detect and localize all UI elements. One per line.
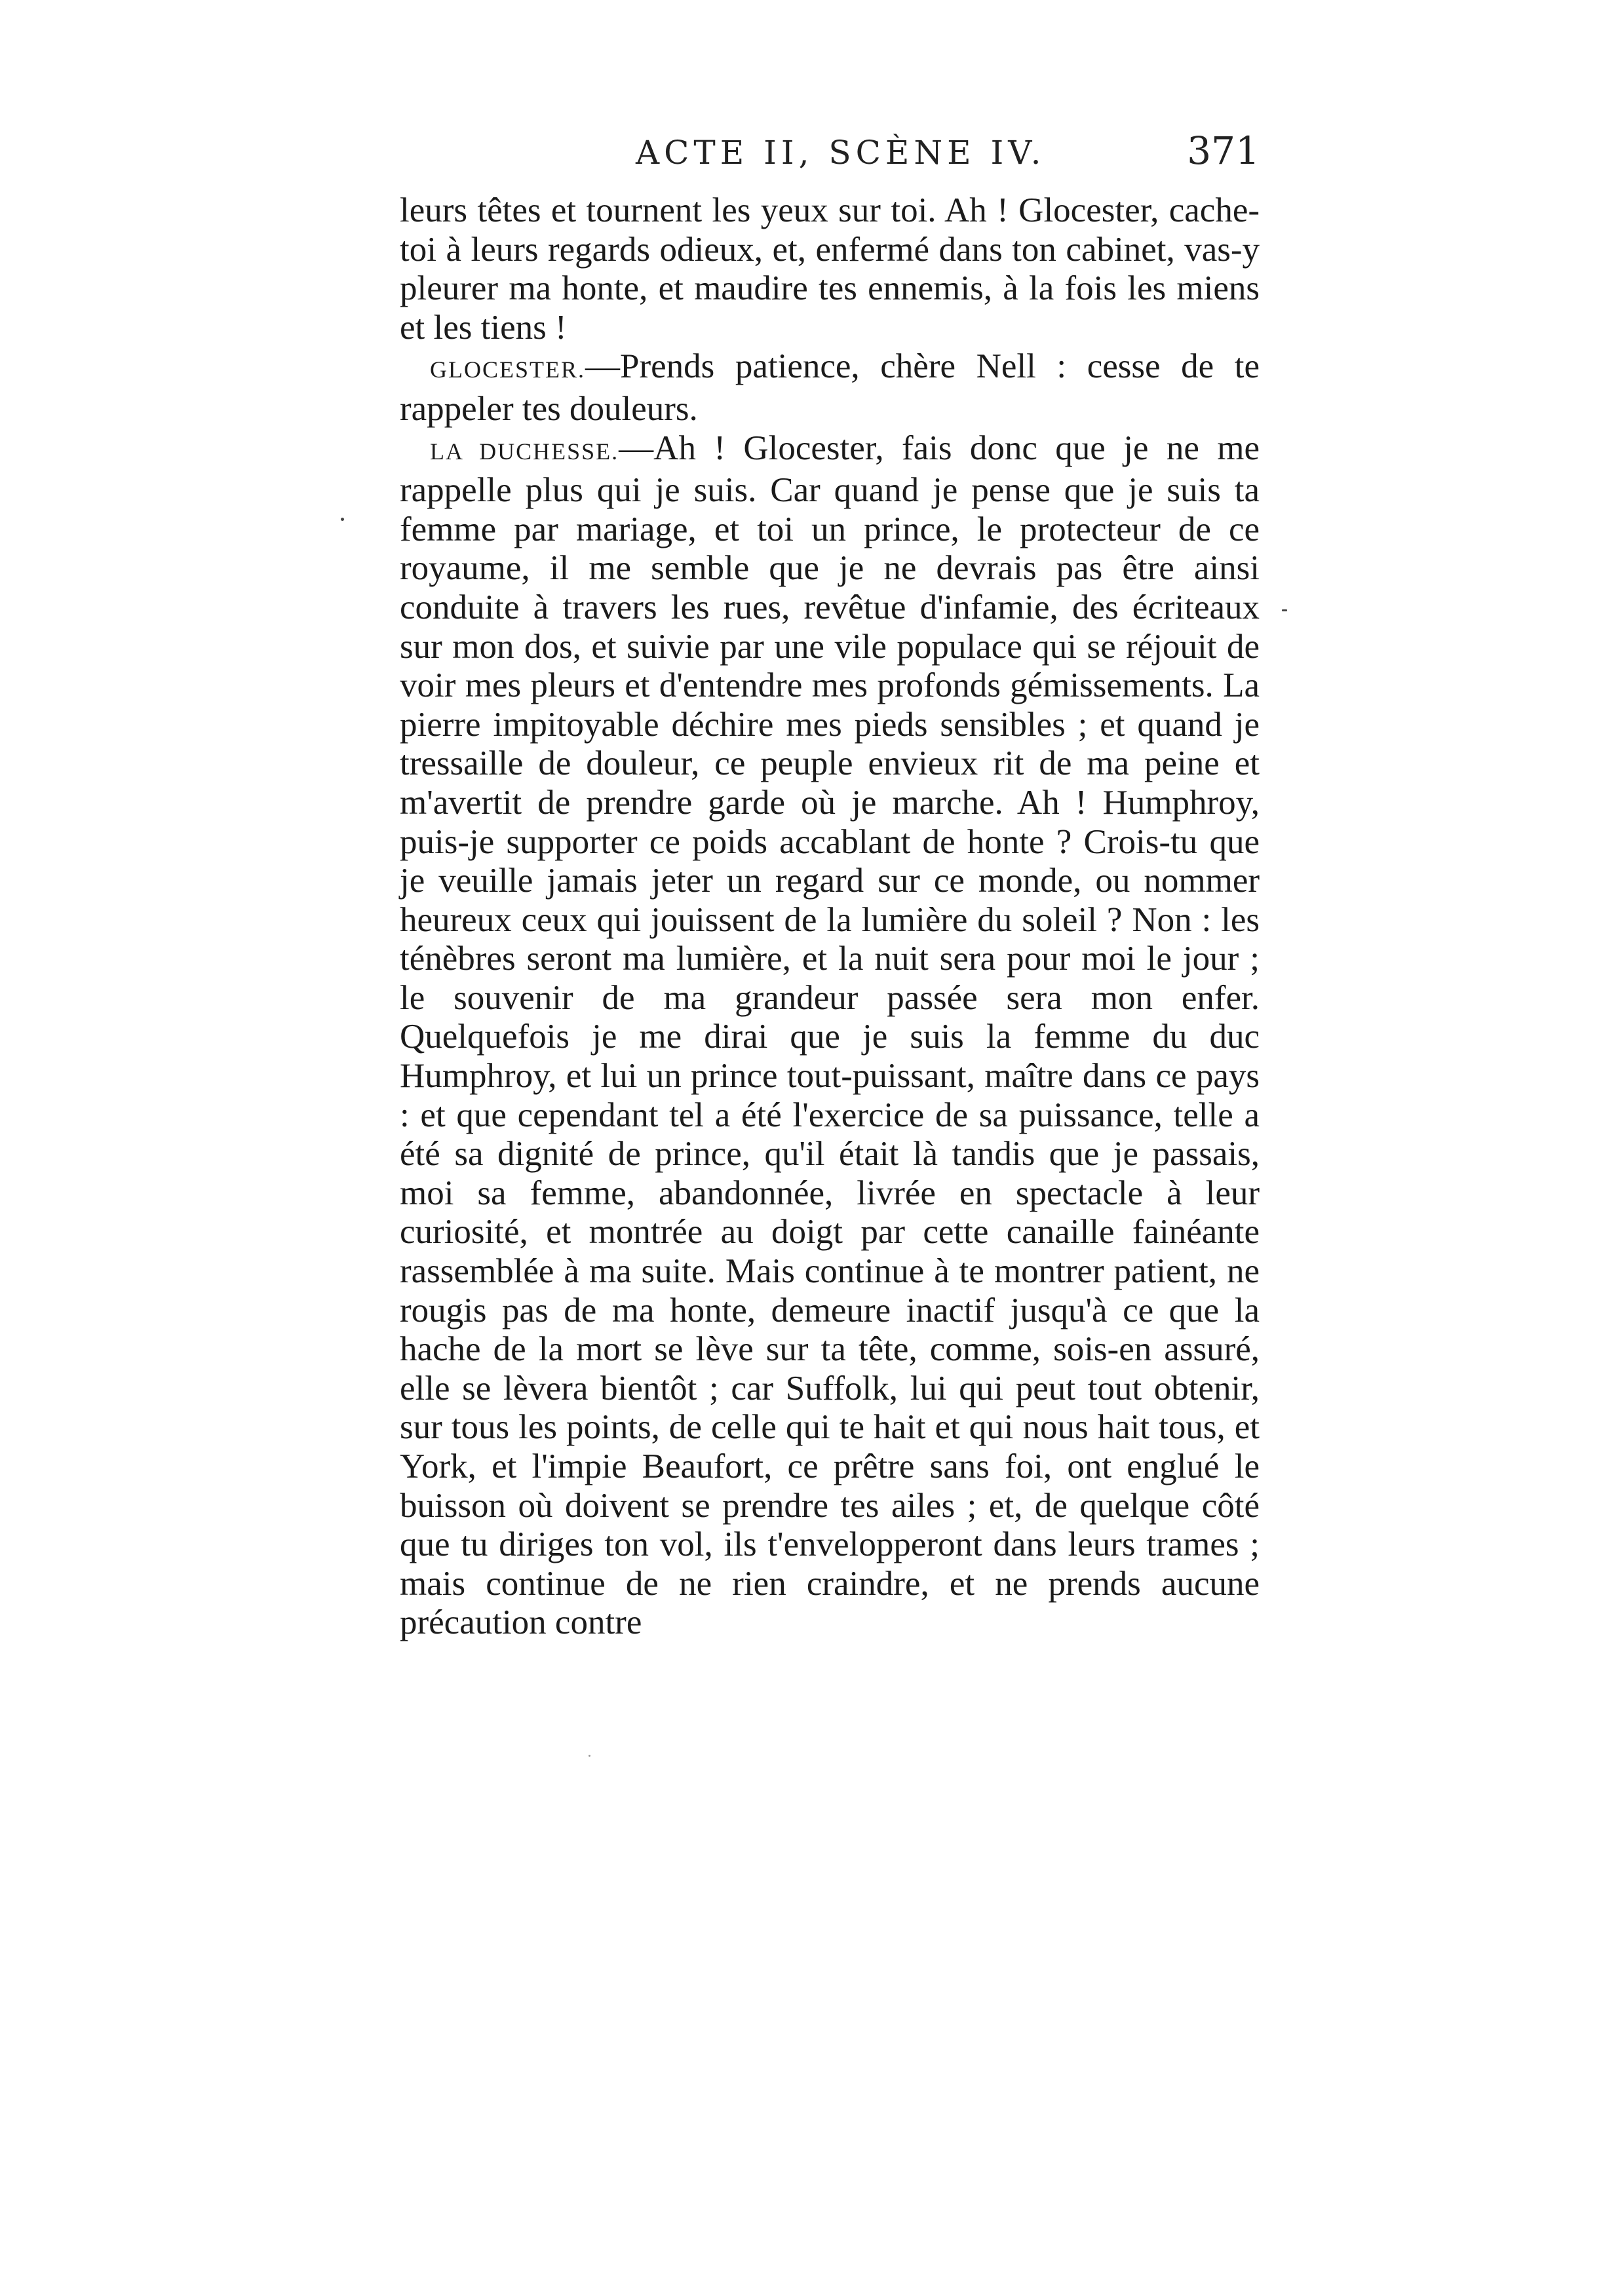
running-head [400, 128, 1260, 181]
speech-text: Ah ! Glocester, fais donc que je ne me rappelle plus qui je suis. Car quand je pense que je suis ta femme par mariage, et toi un prince, le protecteur de ce royaume, il me semble que je ne devrais pas être ainsi conduite à travers les rues, revêtue d'infamie, des écriteaux sur mon dos, et suivie par une vile populace qui se réjouit de voir mes pleurs et d'entendre mes profonds gémissements. La pierre impitoyable déchire mes pieds sensibles ; et quand je tressaille de douleur, ce peuple envieux rit de ma peine et m'avertit de prendre garde où je marche. Ah ! Humphroy, puis-je supporter ce poids accablant de honte ? Crois-tu que je veuille jamais jeter un regard sur ce monde, ou nommer heureux ceux qui jouissent de la lumière du soleil ? Non : les ténèbres seront ma lumière, et la nuit sera pour moi le jour ; le souvenir de ma grandeur passée sera mon enfer. Quelquefois je me dirai que je suis la femme du duc Humphroy, et lui un prince tout-puissant, maître dans ce pays : et que cependant tel a été l'exercice de sa puissance, telle a été sa dignité de prince, qu'il était là tandis que je passais, moi sa femme, abandonnée, livrée en spectacle à leur curiosité, et montrée au doigt par cette canaille fainéante rassemblée à ma suite. Mais continue à te montrer patient, ne rougis pas de ma honte, demeure inactif jusqu'à ce que la hache de la mort se lève sur ta tête, comme, sois-en assuré, elle se lèvera bientôt ; car Suffolk, lui qui peut tout obtenir, sur tous les points, de celle qui te hait et qui nous hait tous, et York, et l'impie Beaufort, ce prêtre sans foi, ont englué le buisson où doivent se prendre tes ailes ; et, de quelque côté que tu diriges ton vol, ils t'envelopperont dans leurs trames ; mais continue de ne rien craindre, et ne prends aucune précaution contre [400, 429, 1260, 1642]
continuation-paragraph: leurs têtes et tournent les yeux sur toi. Ah ! Glocester, cache-toi à leurs regards odieux, et, enfermé dans ton cabinet, vas-y pleurer ma honte, et maudire tes ennemis, à la fois les miens et les tiens ! [400, 191, 1260, 347]
speech-text: Prends patience, chère Nell : cesse de te rappeler tes douleurs. [400, 347, 1260, 428]
speech-dash: — [585, 347, 621, 386]
speech-glocester [400, 347, 1260, 429]
speaker-name: GLOCESTER. [430, 356, 586, 383]
margin-speck [589, 1755, 590, 1757]
text-block [400, 191, 1260, 1643]
speech-dash: — [619, 429, 654, 467]
margin-speck [341, 518, 344, 521]
speaker-name: LA DUCHESSE. [430, 438, 619, 465]
speech-duchesse [400, 429, 1260, 1643]
margin-speck [1282, 609, 1287, 611]
running-title: ACTE II, SCÈNE IV. [636, 134, 1046, 172]
page-number: 371 [1187, 128, 1260, 173]
